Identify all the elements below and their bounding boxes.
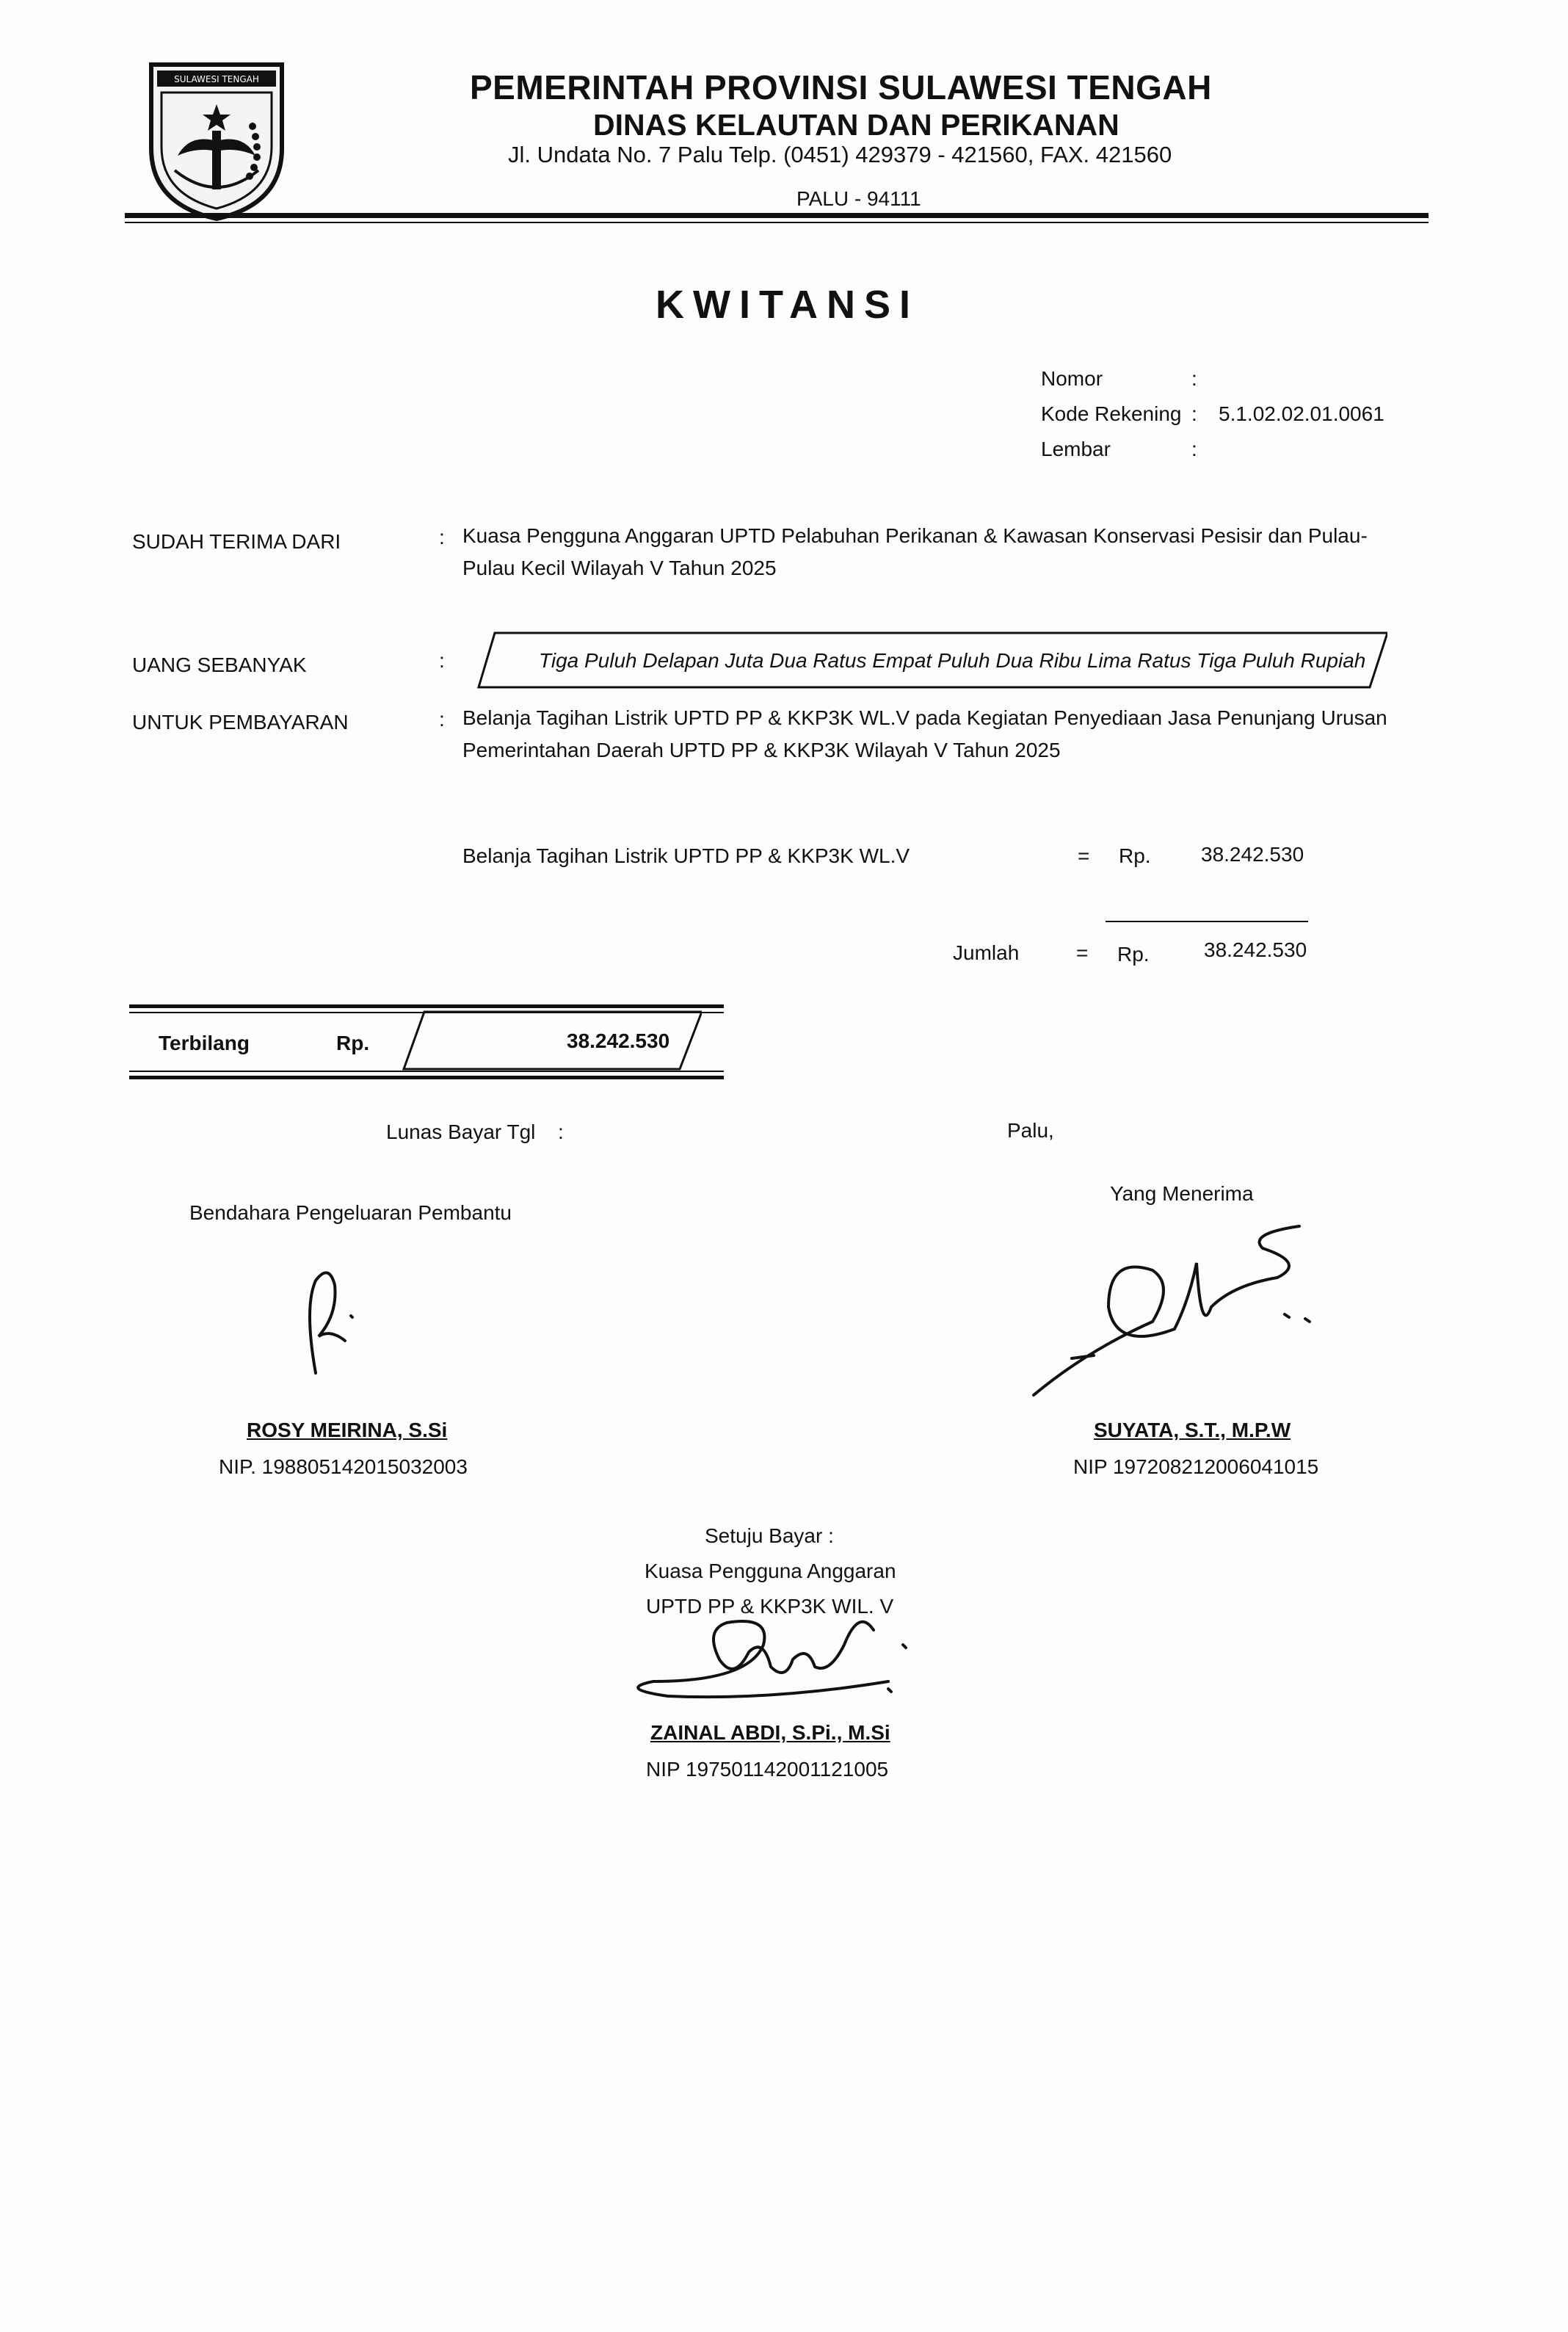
letterhead-divider-thick <box>125 213 1429 218</box>
payment-for-label: UNTUK PEMBAYARAN <box>132 711 349 734</box>
approver-unit: UPTD PP & KKP3K WIL. V <box>646 1595 894 1618</box>
letterhead-divider-thin <box>125 222 1429 223</box>
line-item-currency: Rp. <box>1119 844 1151 867</box>
approver-nip: NIP 197501142001121005 <box>646 1758 889 1781</box>
approver-role: Kuasa Pengguna Anggaran <box>645 1560 896 1582</box>
receiver-nip: NIP 197208212006041015 <box>1073 1455 1319 1478</box>
meta-label-nomor: Nomor <box>1041 367 1103 390</box>
paid-date-colon: : <box>558 1120 564 1143</box>
letterhead-agency: DINAS KELAUTAN DAN PERIKANAN <box>593 108 1119 142</box>
paid-date-label: Lunas Bayar Tgl <box>386 1120 536 1143</box>
meta-colon: : <box>1191 367 1197 390</box>
terbilang-label: Terbilang <box>159 1032 250 1054</box>
meta-value-kode-rekening: 5.1.02.02.01.0061 <box>1219 402 1384 425</box>
line-item-description: Belanja Tagihan Listrik UPTD PP & KKP3K WL.V <box>462 844 910 867</box>
terbilang-rule-bottom <box>129 1076 724 1079</box>
meta-colon: : <box>1191 402 1197 425</box>
place-label: Palu, <box>1007 1119 1054 1142</box>
terbilang-rule-bottom-thin <box>129 1071 724 1072</box>
amount-colon: : <box>439 649 445 672</box>
amount-words: Tiga Puluh Delapan Juta Dua Ratus Empat Puluh Dua Ribu Lima Ratus Tiga Puluh Rupiah <box>539 649 1366 672</box>
meta-colon: : <box>1191 438 1197 460</box>
letterhead-address: Jl. Undata No. 7 Palu Telp. (0451) 429379 - 421560, FAX. 421560 <box>508 142 1172 167</box>
terbilang-currency: Rp. <box>336 1032 370 1054</box>
received-from-colon: : <box>439 526 445 548</box>
approver-signature <box>624 1601 932 1711</box>
terbilang-rule-top <box>129 1004 724 1008</box>
receiver-name: SUYATA, S.T., M.P.W <box>1094 1419 1291 1441</box>
received-from-label: SUDAH TERIMA DARI <box>132 530 341 553</box>
receiver-role: Yang Menerima <box>1110 1182 1254 1205</box>
amount-label: UANG SEBANYAK <box>132 653 307 676</box>
receiver-signature <box>1028 1212 1321 1402</box>
meta-label-lembar: Lembar <box>1041 438 1111 460</box>
approver-name: ZAINAL ABDI, S.Pi., M.Si <box>650 1721 890 1744</box>
treasurer-role: Bendahara Pengeluaran Pembantu <box>189 1201 512 1224</box>
approval-heading: Setuju Bayar : <box>705 1524 834 1547</box>
received-from-text: Kuasa Pengguna Anggaran UPTD Pelabuhan Perikanan & Kawasan Konservasi Pesisir dan Pulau-Pulau Kecil Wilayah V Tahun 2025 <box>462 524 1368 579</box>
treasurer-signature <box>294 1263 374 1380</box>
total-currency: Rp. <box>1117 943 1150 966</box>
total-value: 38.242.530 <box>1204 938 1307 961</box>
document-title: KWITANSI <box>656 283 919 327</box>
meta-label-kode-rekening: Kode Rekening <box>1041 402 1182 425</box>
treasurer-nip: NIP. 198805142015032003 <box>219 1455 468 1478</box>
line-item-value: 38.242.530 <box>1201 843 1304 866</box>
letterhead-postal: PALU - 94111 <box>796 187 921 210</box>
provincial-emblem-logo <box>145 60 288 223</box>
emblem-banner-text: SULAWESI TENGAH <box>174 74 259 84</box>
payment-for-colon: : <box>439 708 445 731</box>
payment-for-text: Belanja Tagihan Listrik UPTD PP & KKP3K WL.V pada Kegiatan Penyediaan Jasa Penunjang Urusan Pemerintahan Daerah UPTD PP & KKP3K Wilayah V Tahun 2025 <box>462 706 1387 761</box>
total-label: Jumlah <box>953 941 1020 964</box>
treasurer-name: ROSY MEIRINA, S.Si <box>247 1419 448 1441</box>
letterhead-government: PEMERINTAH PROVINSI SULAWESI TENGAH <box>470 68 1212 106</box>
total-underline <box>1106 921 1308 922</box>
total-equals: = <box>1076 941 1089 964</box>
line-item-equals: = <box>1078 844 1090 867</box>
terbilang-value: 38.242.530 <box>567 1029 670 1052</box>
